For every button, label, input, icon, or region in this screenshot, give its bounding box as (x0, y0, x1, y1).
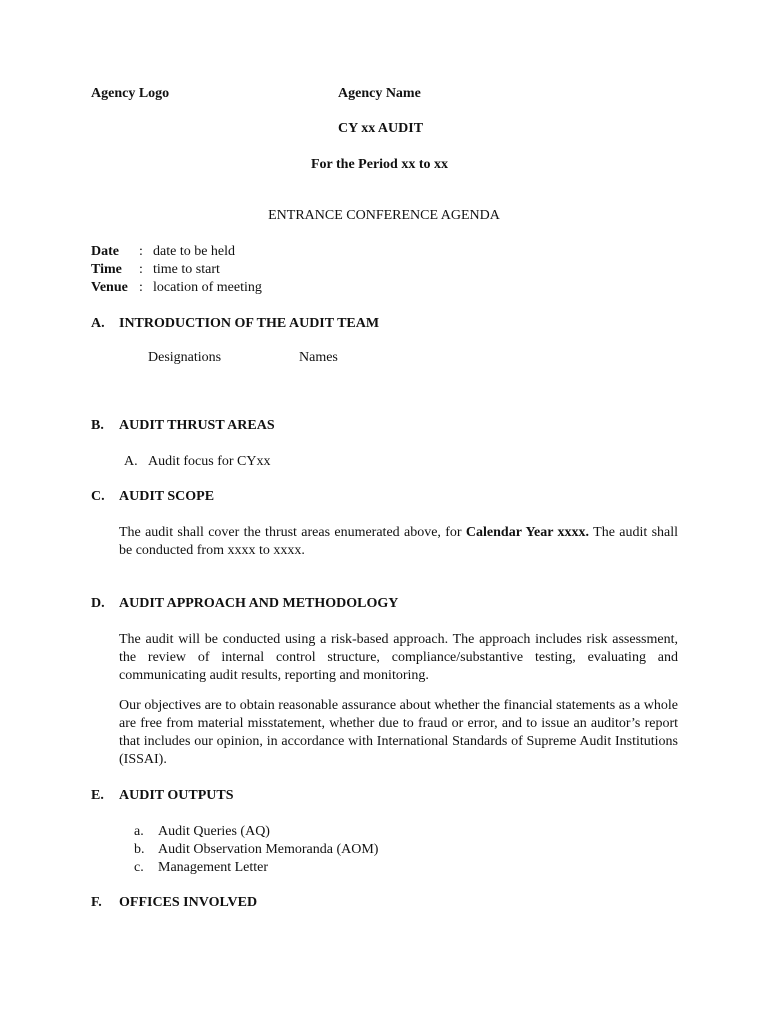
audit-title: CY xx AUDIT (338, 121, 424, 136)
section-e-letter: E. (91, 788, 104, 803)
section-d-title: AUDIT APPROACH AND METHODOLOGY (119, 596, 399, 611)
section-e-heading (91, 787, 234, 805)
time-value: time to start (153, 262, 220, 277)
audit-scope-calendar-year: Calendar Year xxxx. (465, 525, 590, 540)
output-item (134, 823, 270, 841)
section-c-letter: C. (91, 489, 105, 504)
section-b-letter: B. (91, 418, 104, 433)
section-b-title: AUDIT THRUST AREAS (119, 418, 275, 433)
output-item (134, 859, 268, 877)
date-row (91, 243, 235, 261)
output-item-text: Audit Observation Memoranda (AOM) (158, 842, 379, 857)
section-d-heading (91, 595, 398, 613)
section-b-heading (91, 417, 275, 435)
section-e-title: AUDIT OUTPUTS (119, 788, 234, 803)
thrust-area-text: Audit focus for CYxx (148, 454, 271, 469)
date-colon: : (139, 244, 143, 259)
agency-name-label: Agency Name (338, 86, 421, 101)
output-item-marker: a. (134, 824, 144, 839)
section-f-letter: F. (91, 895, 102, 910)
venue-value: location of meeting (153, 280, 262, 295)
date-value: date to be held (153, 244, 236, 259)
audit-scope-paragraph (119, 524, 678, 560)
output-item (134, 841, 378, 859)
period-title: For the Period xx to xx (311, 157, 448, 172)
thrust-area-item (124, 453, 271, 471)
date-label: Date (91, 244, 119, 259)
time-label: Time (91, 262, 122, 277)
approach-paragraph: The audit will be conducted using a risk-based approach. The approach includes risk assessment, the review of internal control structure, compliance/substantive testing, evaluating and communicating audit results, reporting and monitoring. (119, 632, 678, 683)
agenda-title: ENTRANCE CONFERENCE AGENDA (268, 208, 500, 223)
venue-row (91, 279, 262, 297)
output-item-marker: b. (134, 842, 145, 857)
designations-column-header: Designations (148, 350, 222, 365)
audit-scope-text-post: The audit shall be conducted from xxxx to xxxx. (119, 525, 679, 558)
objectives-paragraph: Our objectives are to obtain reasonable assurance about whether the financial statements as a whole are free from material misstatement, whether due to fraud or error, and to issue an auditor’s report that includes our opinion, in accordance with International Standards of Supreme Audit Institutions (ISSAI). (119, 698, 678, 767)
time-row (91, 261, 220, 279)
audit-scope-text-pre: The audit shall cover the thrust areas enumerated above, for (119, 525, 466, 540)
time-colon: : (139, 262, 143, 277)
output-item-marker: c. (134, 860, 144, 875)
agency-logo-label: Agency Logo (91, 86, 170, 101)
thrust-area-marker: A. (124, 454, 138, 469)
section-a-letter: A. (91, 316, 105, 331)
output-item-text: Management Letter (158, 860, 269, 875)
venue-colon: : (139, 280, 143, 295)
output-item-text: Audit Queries (AQ) (158, 824, 270, 839)
section-a-title: INTRODUCTION OF THE AUDIT TEAM (119, 316, 380, 331)
section-c-title: AUDIT SCOPE (119, 489, 215, 504)
section-f-heading (91, 894, 257, 912)
section-a-heading (91, 315, 379, 333)
section-c-heading (91, 488, 214, 506)
section-f-title: OFFICES INVOLVED (119, 895, 258, 910)
names-column-header: Names (299, 350, 338, 365)
section-d-letter: D. (91, 596, 105, 611)
venue-label: Venue (91, 280, 128, 295)
